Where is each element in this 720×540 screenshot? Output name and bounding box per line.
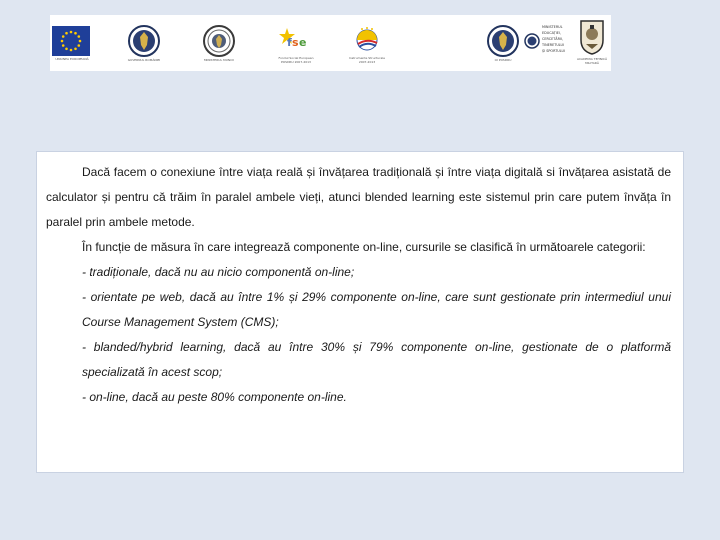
list-item: - on-line, dacă au peste 80% componente on-line. xyxy=(82,390,347,404)
academy-crest-icon xyxy=(578,18,606,56)
list-item: - tradiționale, dacă nu au nicio componentă on-line; xyxy=(82,265,355,279)
ministerul-educatiei-caption: MINISTERUL EDUCAȚIEI, CERCETĂRII, TINERETULUI ȘI SPORTULUI xyxy=(542,25,565,53)
instrumente-structurale-logo-icon xyxy=(350,25,384,55)
academy-caption: ACADEMIA TEHNICĂ MILITARĂ xyxy=(576,57,608,65)
list-item: - blanded/hybrid learning, dacă au între 30% și 79% componente on-line, gestionate de o platformă specializată în acest scop; xyxy=(82,340,671,379)
list-item: - orientate pe web, dacă au între 1% și 29% componente on-line, care sunt gestionate prin intermediul unui Course Management System (CMS); xyxy=(82,290,671,329)
oi-posdru-caption: OI POSDRU xyxy=(494,58,512,62)
intro-paragraph: Dacă facem o conexiune între viața reală și învățarea tradițională și între viața digitală si învățarea asistată de calculator și pentru că trăim în paralel ambele vieți, atunci blended learning este sistemul prin care putem învăța în paralel prin ambele metode. xyxy=(46,165,671,229)
svg-text:f: f xyxy=(287,36,292,49)
ministry-emblem-icon xyxy=(203,25,235,57)
content-box xyxy=(36,151,684,473)
fse-caption: Fondul Social European POSDRU 2007-2013 xyxy=(278,56,314,64)
instrumente-caption: Instrumente Structurale 2007-2013 xyxy=(349,56,385,64)
eu-flag-icon xyxy=(52,26,90,56)
svg-text:e: e xyxy=(299,36,307,49)
guvernul-romaniei-emblem-icon xyxy=(128,25,160,57)
eu-caption: UNIUNEA EUROPEANĂ xyxy=(55,57,89,61)
ministerul-educatiei-logo-icon xyxy=(524,25,540,57)
ministry-caption: MINISTERUL MUNCII xyxy=(203,58,235,62)
oi-posdru-emblem-icon xyxy=(487,25,519,57)
guvern-caption: GUVERNUL ROMÂNIEI xyxy=(127,58,161,62)
fse-logo-icon xyxy=(278,25,312,55)
svg-text:s: s xyxy=(292,36,299,49)
classification-paragraph: În funcție de măsura în care integrează componente on-line, cursurile se clasifică în următoarele categorii: xyxy=(82,240,646,254)
logo-bar xyxy=(50,15,611,71)
